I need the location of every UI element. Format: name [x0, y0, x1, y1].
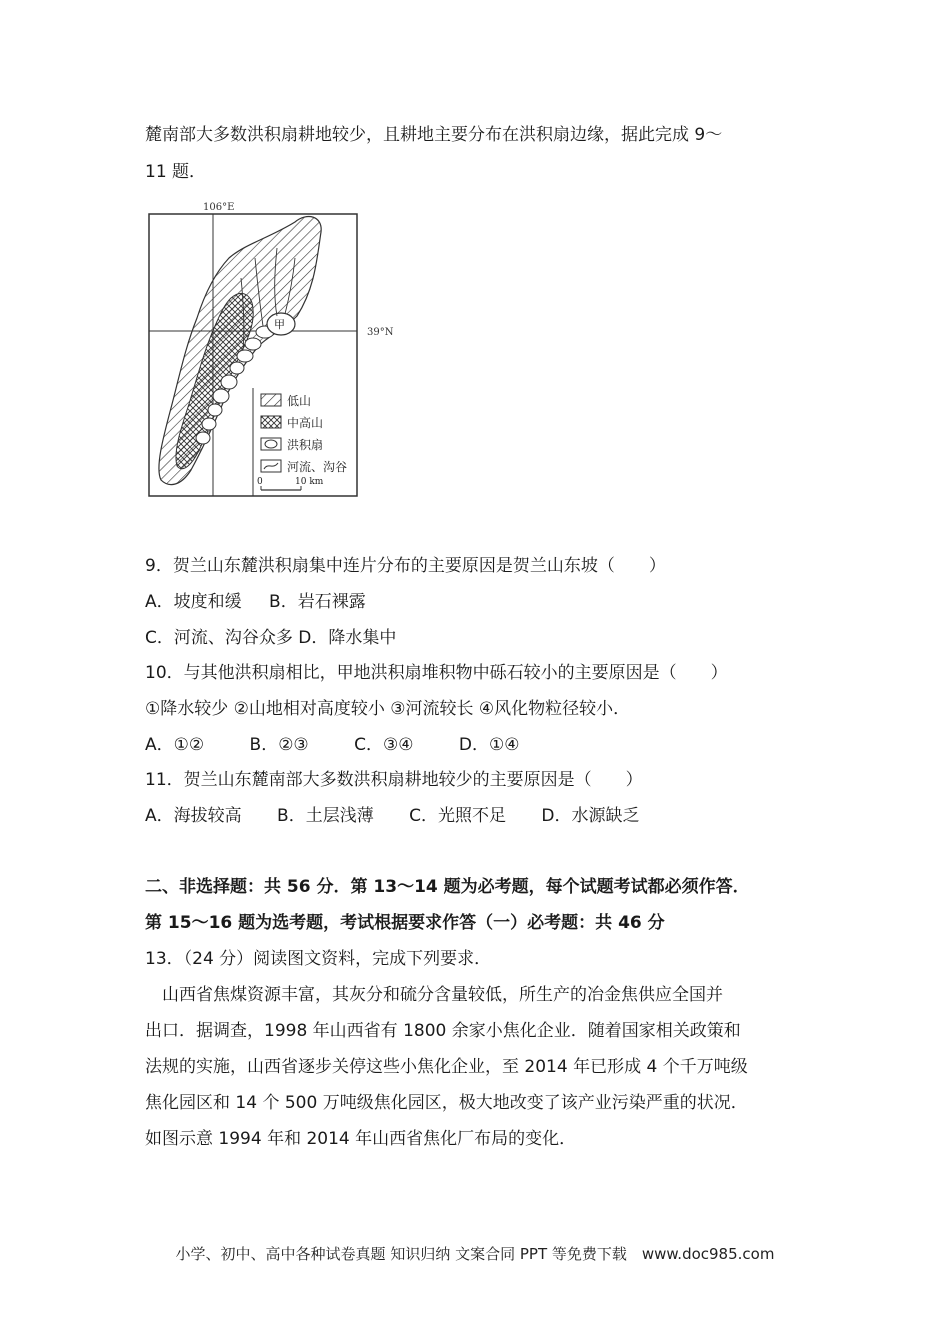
legend-low-mountain: 低山	[287, 394, 312, 408]
section2-heading-2: 第 15～16 题为选考题，考试根据要求作答（一）必考题：共 46 分	[145, 913, 665, 933]
q9-option-cd[interactable]: C．河流、沟谷众多 D．降水集中	[145, 628, 397, 648]
q9-stem: 9．贺兰山东麓洪积扇集中连片分布的主要原因是贺兰山东坡（ ）	[145, 556, 666, 576]
q10-items: ①降水较少 ②山地相对高度较小 ③河流较长 ④风化物粒径较小．	[145, 699, 631, 719]
q13-paragraph-line-1: 山西省焦煤资源丰富，其灰分和硫分含量较低，所生产的冶金焦供应全国并	[145, 985, 723, 1005]
q11-options	[145, 805, 640, 827]
jia-label: 甲	[274, 318, 285, 331]
helan-mountain-map	[145, 198, 415, 528]
q10-options	[145, 734, 519, 756]
intro-line-2: 11 题．	[145, 162, 207, 182]
longitude-label: 106°E	[203, 202, 235, 213]
q9-options-ab	[145, 591, 366, 613]
q10-option-b[interactable]: B．②③	[249, 735, 309, 755]
scale-start: 0	[257, 477, 263, 487]
section2-heading-1: 二、非选择题：共 56 分．第 13～14 题为必考题，每个试题考试都必须作答．	[145, 877, 750, 897]
q13-paragraph-line-3: 法规的实施，山西省逐步关停这些小焦化企业，至 2014 年已形成 4 个千万吨级	[145, 1057, 748, 1077]
q11-option-d[interactable]: D．水源缺乏	[541, 806, 640, 826]
q9-option-b[interactable]: B．岩石裸露	[269, 592, 366, 612]
intro-line-1: 麓南部大多数洪积扇耕地较少，且耕地主要分布在洪积扇边缘，据此完成 9～	[145, 125, 723, 145]
q11-option-c[interactable]: C．光照不足	[409, 806, 506, 826]
q10-stem: 10．与其他洪积扇相比，甲地洪积扇堆积物中砾石较小的主要原因是（ ）	[145, 663, 728, 683]
legend-middle-high-mountain: 中高山	[287, 416, 324, 430]
legend-low-mountain-swatch	[261, 394, 281, 406]
legend-middle-high-mountain-swatch	[261, 416, 281, 428]
q13-paragraph-line-4: 焦化园区和 14 个 500 万吨级焦化园区，极大地改变了该产业污染严重的状况．	[145, 1093, 748, 1113]
q13-paragraph-line-2: 出口．据调查，1998 年山西省有 1800 余家小焦化企业．随着国家相关政策和	[145, 1021, 741, 1041]
q11-option-b[interactable]: B．土层浅薄	[277, 806, 374, 826]
q10-option-a[interactable]: A．①②	[145, 735, 205, 755]
legend-alluvial-fan: 洪积扇	[287, 438, 324, 452]
legend-river: 河流、沟谷	[287, 460, 348, 474]
q11-option-a[interactable]: A．海拔较高	[145, 806, 242, 826]
scale-end: 10 km	[295, 477, 324, 487]
page-footer: 小学、初中、高中各种试卷真题 知识归纳 文案合同 PPT 等免费下载 www.doc985.com	[175, 1245, 775, 1263]
q13-stem: 13．（24 分）阅读图文资料，完成下列要求．	[145, 949, 492, 969]
latitude-label: 39°N	[367, 327, 394, 338]
q13-paragraph-line-5: 如图示意 1994 年和 2014 年山西省焦化厂布局的变化．	[145, 1129, 577, 1149]
q10-option-d[interactable]: D．①④	[458, 735, 520, 755]
q9-option-a[interactable]: A．坡度和缓	[145, 592, 242, 612]
q10-option-c[interactable]: C．③④	[354, 735, 414, 755]
q11-stem: 11．贺兰山东麓南部大多数洪积扇耕地较少的主要原因是（ ）	[145, 770, 643, 790]
